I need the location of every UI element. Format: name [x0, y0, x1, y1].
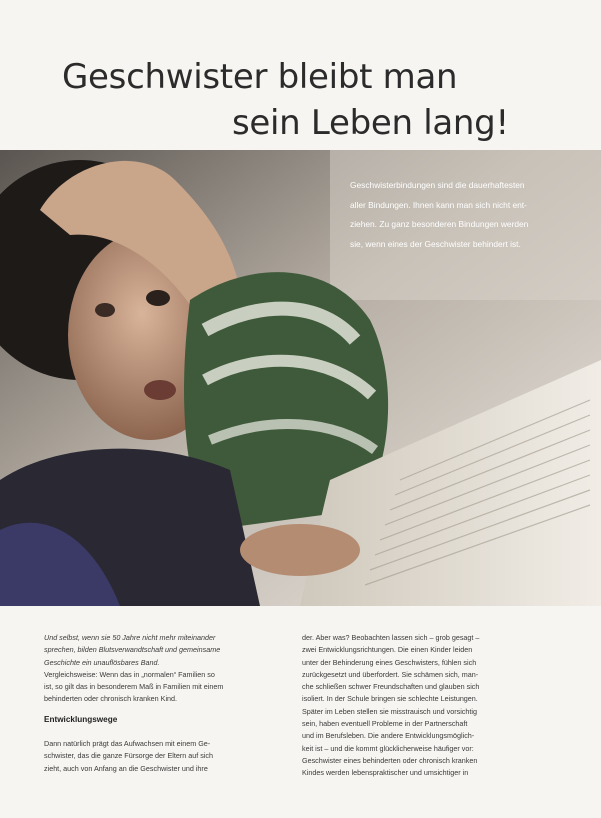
quote-line: sprechen, bilden Blutsverwandtschaft und gemeinsame	[44, 645, 221, 655]
body-line: Kindes werden lebenspraktischer und umsichtiger in	[302, 768, 469, 778]
intro-line: ziehen. Zu ganz besonderen Bindungen werden	[350, 219, 529, 229]
body-line: che schließen schwer Freundschaften und glauben sich	[302, 682, 480, 692]
body-line: Geschwister eines behinderten oder chronisch kranken	[302, 755, 478, 765]
intro-line: sie, wenn eines der Geschwister behindert ist.	[350, 238, 521, 249]
body-line: schwister, das die ganze Fürsorge der Eltern auf sich	[44, 751, 213, 761]
intro-paragraph	[350, 176, 560, 254]
page-title-line-2: sein Leben lang!	[232, 103, 509, 143]
body-line: isoliert. In der Schule bringen sie schlechte Leistungen.	[302, 694, 478, 704]
right-column	[302, 632, 506, 780]
body-line: behinderten oder chronisch kranken Kind.	[44, 694, 178, 704]
body-line: zwei Entwicklungsrichtungen. Die einen Kinder leiden	[302, 645, 473, 655]
body-line: Später im Leben stellen sie misstrauisch und vorsichtig	[302, 706, 477, 716]
body-line: ist, so gilt das in besonderem Maß in Familien mit einem	[44, 682, 224, 692]
quote-line: Geschichte ein unauflösbares Band.	[44, 657, 160, 667]
section-heading: Entwicklungswege	[44, 714, 118, 724]
intro-line: aller Bindungen. Ihnen kann man sich nicht ent-	[350, 199, 527, 210]
quote-line: Und selbst, wenn sie 50 Jahre nicht mehr miteinander	[44, 633, 216, 642]
body-line: Vergleichsweise: Wenn das in „normalen“ Familien so	[44, 669, 215, 679]
body-line: unter der Behinderung eines Geschwisters, fühlen sich	[302, 657, 477, 667]
left-column	[44, 632, 272, 775]
body-line: zieht, auch von Anfang an die Geschwister und ihre	[44, 763, 208, 773]
body-line: und im Berufsleben. Die andere Entwicklungsmöglich-	[302, 731, 475, 741]
body-line: sein, haben eventuell Probleme in der Partnerschaft	[302, 719, 468, 729]
body-line: Dann natürlich prägt das Aufwachsen mit einem Ge-	[44, 739, 211, 749]
page-title-line-1: Geschwister bleibt man	[62, 57, 458, 97]
body-line: zurückgesetzt und überfordert. Sie schämen sich, man-	[302, 669, 479, 679]
body-line: der. Aber was? Beobachten lassen sich – grob gesagt –	[302, 633, 480, 642]
body-line: keit ist – und die kommt glücklicherweise häufiger vor:	[302, 743, 474, 753]
intro-line: Geschwisterbindungen sind die dauerhaftesten	[350, 180, 525, 190]
